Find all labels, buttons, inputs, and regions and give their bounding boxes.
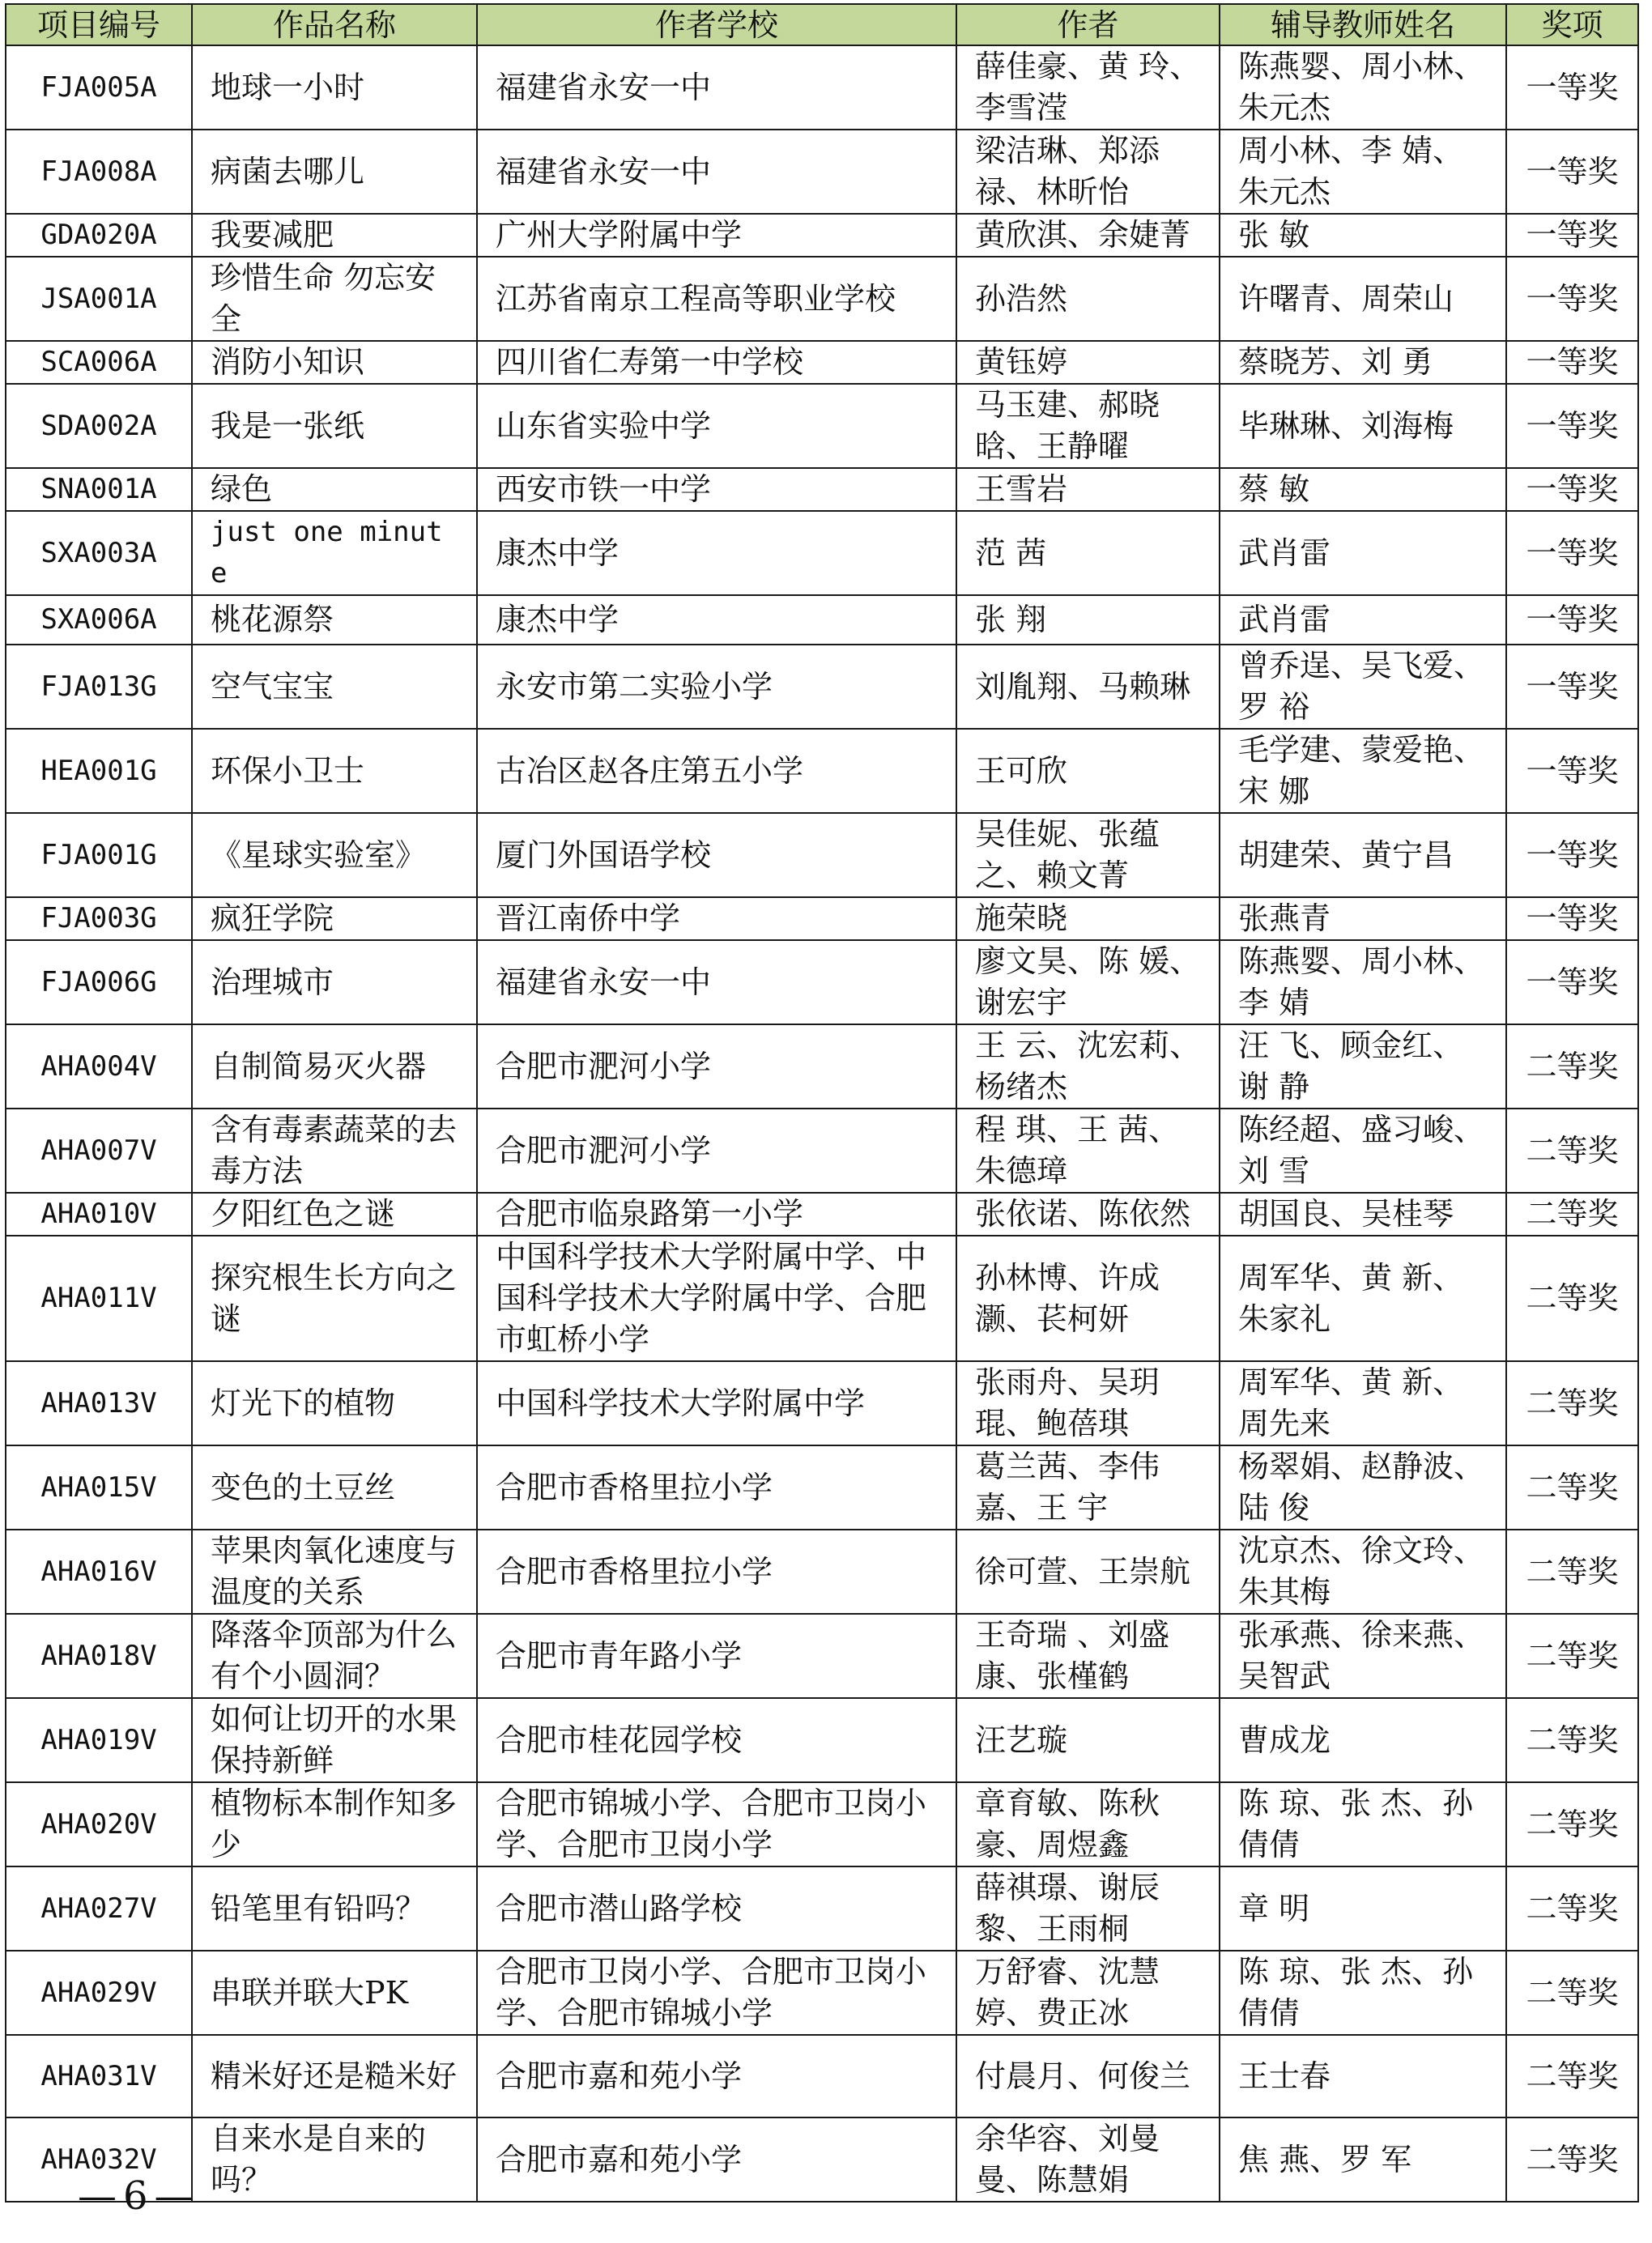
cell-school: 合肥市潜山路学校 — [477, 1866, 956, 1951]
cell-title: 珍惜生命 勿忘安全 — [192, 257, 477, 341]
awards-table — [5, 3, 1639, 2203]
cell-title: 降落伞顶部为什么有个小圆洞？ — [192, 1614, 477, 1698]
table-row — [6, 1530, 1638, 1614]
cell-title: 自来水是自来的吗？ — [192, 2117, 477, 2202]
cell-code: AHA029V — [6, 1951, 192, 2035]
cell-authors: 余华容、刘曼曼、陈慧娟 — [956, 2117, 1220, 2202]
cell-code: GDA020A — [6, 214, 192, 257]
cell-school: 合肥市淝河小学 — [477, 1109, 956, 1193]
cell-authors: 马玉建、郝晓晗、王静曜 — [956, 384, 1220, 468]
cell-code: SNA001A — [6, 468, 192, 511]
cell-award: 一等奖 — [1506, 45, 1638, 130]
cell-teachers: 曹成龙 — [1220, 1698, 1506, 1782]
cell-code: FJA003G — [6, 897, 192, 940]
cell-title: 夕阳红色之谜 — [192, 1193, 477, 1236]
cell-title: 变色的土豆丝 — [192, 1445, 477, 1530]
cell-authors: 黄钰婷 — [956, 341, 1220, 384]
cell-title: 我要减肥 — [192, 214, 477, 257]
cell-school: 四川省仁寿第一中学校 — [477, 341, 956, 384]
cell-award: 一等奖 — [1506, 341, 1638, 384]
cell-school: 西安市铁一中学 — [477, 468, 956, 511]
cell-code: FJA013G — [6, 645, 192, 729]
cell-teachers: 曾乔逞、吴飞爱、罗 裕 — [1220, 645, 1506, 729]
cell-code: AHA019V — [6, 1698, 192, 1782]
cell-authors: 孙浩然 — [956, 257, 1220, 341]
cell-title: 探究根生长方向之谜 — [192, 1236, 477, 1361]
cell-code: AHA007V — [6, 1109, 192, 1193]
table-row — [6, 130, 1638, 214]
cell-code: FJA005A — [6, 45, 192, 130]
table-row — [6, 1193, 1638, 1236]
table-row — [6, 214, 1638, 257]
cell-school: 广州大学附属中学 — [477, 214, 956, 257]
cell-award: 一等奖 — [1506, 468, 1638, 511]
cell-title: 含有毒素蔬菜的去毒方法 — [192, 1109, 477, 1193]
table-row — [6, 257, 1638, 341]
table-row — [6, 940, 1638, 1024]
cell-authors: 施荣晓 — [956, 897, 1220, 940]
cell-school: 合肥市卫岗小学、合肥市卫岗小学、合肥市锦城小学 — [477, 1951, 956, 2035]
header-title: 作品名称 — [192, 4, 477, 45]
table-row — [6, 2035, 1638, 2117]
cell-school: 合肥市临泉路第一小学 — [477, 1193, 956, 1236]
cell-award: 二等奖 — [1506, 1109, 1638, 1193]
table-body — [6, 45, 1638, 2202]
cell-school: 康杰中学 — [477, 595, 956, 645]
cell-authors: 王雪岩 — [956, 468, 1220, 511]
cell-code: AHA013V — [6, 1361, 192, 1445]
cell-school: 中国科学技术大学附属中学 — [477, 1361, 956, 1445]
cell-authors: 吴佳妮、张蕴之、赖文菁 — [956, 813, 1220, 897]
cell-award: 一等奖 — [1506, 257, 1638, 341]
cell-title: just one minute — [192, 511, 477, 595]
cell-title: 自制简易灭火器 — [192, 1024, 477, 1109]
cell-award: 一等奖 — [1506, 940, 1638, 1024]
cell-award: 二等奖 — [1506, 1530, 1638, 1614]
cell-code: AHA020V — [6, 1782, 192, 1866]
table-row — [6, 595, 1638, 645]
cell-code: JSA001A — [6, 257, 192, 341]
header-authors: 作者 — [956, 4, 1220, 45]
cell-authors: 付晨月、何俊兰 — [956, 2035, 1220, 2117]
cell-award: 二等奖 — [1506, 1193, 1638, 1236]
header-code: 项目编号 — [6, 4, 192, 45]
cell-title: 串联并联大PK — [192, 1951, 477, 2035]
cell-award: 一等奖 — [1506, 645, 1638, 729]
cell-school: 合肥市锦城小学、合肥市卫岗小学、合肥市卫岗小学 — [477, 1782, 956, 1866]
cell-title: 铅笔里有铅吗？ — [192, 1866, 477, 1951]
cell-authors: 章育敏、陈秋豪、周煜鑫 — [956, 1782, 1220, 1866]
table-row — [6, 897, 1638, 940]
cell-award: 二等奖 — [1506, 2117, 1638, 2202]
cell-award: 二等奖 — [1506, 2035, 1638, 2117]
cell-school: 江苏省南京工程高等职业学校 — [477, 257, 956, 341]
cell-authors: 黄欣淇、余婕菁 — [956, 214, 1220, 257]
cell-school: 合肥市香格里拉小学 — [477, 1530, 956, 1614]
cell-teachers: 胡国良、吴桂琴 — [1220, 1193, 1506, 1236]
table-row — [6, 813, 1638, 897]
cell-teachers: 毕琳琳、刘海梅 — [1220, 384, 1506, 468]
cell-authors: 葛兰茜、李伟嘉、王 宇 — [956, 1445, 1220, 1530]
cell-teachers: 武肖雷 — [1220, 511, 1506, 595]
table-row — [6, 1236, 1638, 1361]
cell-authors: 范 茜 — [956, 511, 1220, 595]
cell-code: AHA015V — [6, 1445, 192, 1530]
cell-authors: 孙林博、许成灏、苌柯妍 — [956, 1236, 1220, 1361]
cell-teachers: 王士春 — [1220, 2035, 1506, 2117]
cell-award: 一等奖 — [1506, 729, 1638, 813]
cell-teachers: 陈燕婴、周小林、朱元杰 — [1220, 45, 1506, 130]
cell-code: HEA001G — [6, 729, 192, 813]
cell-teachers: 周军华、黄 新、朱家礼 — [1220, 1236, 1506, 1361]
table-row — [6, 645, 1638, 729]
cell-school: 山东省实验中学 — [477, 384, 956, 468]
cell-school: 中国科学技术大学附属中学、中国科学技术大学附属中学、合肥市虹桥小学 — [477, 1236, 956, 1361]
cell-award: 二等奖 — [1506, 1782, 1638, 1866]
cell-award: 二等奖 — [1506, 1024, 1638, 1109]
cell-title: 《星球实验室》 — [192, 813, 477, 897]
cell-code: SXA006A — [6, 595, 192, 645]
table-row — [6, 2117, 1638, 2202]
cell-award: 二等奖 — [1506, 1951, 1638, 2035]
cell-code: AHA027V — [6, 1866, 192, 1951]
cell-title: 绿色 — [192, 468, 477, 511]
cell-authors: 汪艺璇 — [956, 1698, 1220, 1782]
cell-school: 晋江南侨中学 — [477, 897, 956, 940]
cell-authors: 程 琪、王 茜、朱德璋 — [956, 1109, 1220, 1193]
cell-school: 合肥市香格里拉小学 — [477, 1445, 956, 1530]
cell-code: AHA031V — [6, 2035, 192, 2117]
header-award: 奖项 — [1506, 4, 1638, 45]
cell-school: 厦门外国语学校 — [477, 813, 956, 897]
cell-title: 精米好还是糙米好 — [192, 2035, 477, 2117]
table-row — [6, 468, 1638, 511]
cell-code: AHA004V — [6, 1024, 192, 1109]
cell-code: AHA032V — [6, 2117, 192, 2202]
cell-teachers: 张 敏 — [1220, 214, 1506, 257]
cell-authors: 廖文昊、陈 媛、谢宏宇 — [956, 940, 1220, 1024]
table-row — [6, 1361, 1638, 1445]
cell-school: 合肥市嘉和苑小学 — [477, 2035, 956, 2117]
cell-title: 疯狂学院 — [192, 897, 477, 940]
cell-school: 福建省永安一中 — [477, 45, 956, 130]
cell-award: 一等奖 — [1506, 384, 1638, 468]
cell-school: 合肥市桂花园学校 — [477, 1698, 956, 1782]
cell-authors: 薛祺璟、谢辰黎、王雨桐 — [956, 1866, 1220, 1951]
cell-award: 一等奖 — [1506, 595, 1638, 645]
cell-award: 二等奖 — [1506, 1866, 1638, 1951]
table-row — [6, 511, 1638, 595]
table-row — [6, 1866, 1638, 1951]
cell-authors: 梁洁琳、郑添禄、林昕怡 — [956, 130, 1220, 214]
cell-code: AHA016V — [6, 1530, 192, 1614]
cell-teachers: 许曙青、周荣山 — [1220, 257, 1506, 341]
table-row — [6, 729, 1638, 813]
table-row — [6, 1698, 1638, 1782]
cell-authors: 王可欣 — [956, 729, 1220, 813]
cell-code: SCA006A — [6, 341, 192, 384]
cell-authors: 万舒睿、沈慧婷、费正冰 — [956, 1951, 1220, 2035]
cell-school: 永安市第二实验小学 — [477, 645, 956, 729]
cell-teachers: 周军华、黄 新、周先来 — [1220, 1361, 1506, 1445]
cell-authors: 张雨舟、吴玥琨、鲍蓓琪 — [956, 1361, 1220, 1445]
cell-school: 福建省永安一中 — [477, 940, 956, 1024]
cell-code: AHA010V — [6, 1193, 192, 1236]
cell-award: 二等奖 — [1506, 1361, 1638, 1445]
cell-teachers: 沈京杰、徐文玲、朱其梅 — [1220, 1530, 1506, 1614]
cell-school: 古冶区赵各庄第五小学 — [477, 729, 956, 813]
cell-code: AHA018V — [6, 1614, 192, 1698]
cell-title: 苹果肉氧化速度与温度的关系 — [192, 1530, 477, 1614]
cell-title: 空气宝宝 — [192, 645, 477, 729]
cell-title: 消防小知识 — [192, 341, 477, 384]
cell-authors: 王 云、沈宏莉、杨绪杰 — [956, 1024, 1220, 1109]
cell-authors: 张 翔 — [956, 595, 1220, 645]
table-row — [6, 1445, 1638, 1530]
table-row — [6, 341, 1638, 384]
cell-authors: 张依诺、陈依然 — [956, 1193, 1220, 1236]
cell-teachers: 武肖雷 — [1220, 595, 1506, 645]
cell-teachers: 杨翠娟、赵静波、陆 俊 — [1220, 1445, 1506, 1530]
cell-award: 二等奖 — [1506, 1445, 1638, 1530]
cell-teachers: 陈经超、盛习峻、刘 雪 — [1220, 1109, 1506, 1193]
header-teachers: 辅导教师姓名 — [1220, 4, 1506, 45]
cell-teachers: 张承燕、徐来燕、吴智武 — [1220, 1614, 1506, 1698]
cell-code: FJA006G — [6, 940, 192, 1024]
cell-award: 二等奖 — [1506, 1236, 1638, 1361]
cell-award: 二等奖 — [1506, 1698, 1638, 1782]
cell-teachers: 陈燕婴、周小林、李 婧 — [1220, 940, 1506, 1024]
table-row — [6, 384, 1638, 468]
cell-award: 一等奖 — [1506, 130, 1638, 214]
cell-title: 植物标本制作知多少 — [192, 1782, 477, 1866]
table-row — [6, 1951, 1638, 2035]
cell-title: 环保小卫士 — [192, 729, 477, 813]
cell-title: 治理城市 — [192, 940, 477, 1024]
cell-teachers: 张燕青 — [1220, 897, 1506, 940]
cell-school: 合肥市淝河小学 — [477, 1024, 956, 1109]
cell-title: 桃花源祭 — [192, 595, 477, 645]
cell-teachers: 焦 燕、罗 军 — [1220, 2117, 1506, 2202]
cell-award: 二等奖 — [1506, 1614, 1638, 1698]
table-header-row — [6, 4, 1638, 45]
cell-code: FJA001G — [6, 813, 192, 897]
cell-teachers: 陈 琼、张 杰、孙倩倩 — [1220, 1951, 1506, 2035]
table-row — [6, 1024, 1638, 1109]
cell-teachers: 蔡 敏 — [1220, 468, 1506, 511]
cell-title: 病菌去哪儿 — [192, 130, 477, 214]
cell-teachers: 胡建荣、黄宁昌 — [1220, 813, 1506, 897]
cell-title: 灯光下的植物 — [192, 1361, 477, 1445]
cell-teachers: 汪 飞、顾金红、谢 静 — [1220, 1024, 1506, 1109]
cell-teachers: 章 明 — [1220, 1866, 1506, 1951]
table-row — [6, 1782, 1638, 1866]
cell-award: 一等奖 — [1506, 511, 1638, 595]
cell-title: 如何让切开的水果保持新鲜 — [192, 1698, 477, 1782]
cell-award: 一等奖 — [1506, 897, 1638, 940]
cell-code: SXA003A — [6, 511, 192, 595]
cell-title: 我是一张纸 — [192, 384, 477, 468]
cell-school: 合肥市嘉和苑小学 — [477, 2117, 956, 2202]
cell-teachers: 蔡晓芳、刘 勇 — [1220, 341, 1506, 384]
table-row — [6, 1109, 1638, 1193]
cell-teachers: 陈 琼、张 杰、孙倩倩 — [1220, 1782, 1506, 1866]
page-number: —6— — [78, 2173, 200, 2219]
cell-authors: 刘胤翔、马赖琳 — [956, 645, 1220, 729]
cell-school: 康杰中学 — [477, 511, 956, 595]
cell-code: FJA008A — [6, 130, 192, 214]
cell-award: 一等奖 — [1506, 214, 1638, 257]
cell-code: AHA011V — [6, 1236, 192, 1361]
table-row — [6, 1614, 1638, 1698]
cell-award: 一等奖 — [1506, 813, 1638, 897]
cell-title: 地球一小时 — [192, 45, 477, 130]
cell-authors: 徐可萱、王崇航 — [956, 1530, 1220, 1614]
header-school: 作者学校 — [477, 4, 956, 45]
cell-school: 福建省永安一中 — [477, 130, 956, 214]
cell-teachers: 周小林、李 婧、朱元杰 — [1220, 130, 1506, 214]
cell-code: SDA002A — [6, 384, 192, 468]
cell-authors: 王奇瑞 、刘盛康、张槿鹤 — [956, 1614, 1220, 1698]
cell-authors: 薛佳豪、黄 玲、李雪滢 — [956, 45, 1220, 130]
cell-teachers: 毛学建、蒙爱艳、宋 娜 — [1220, 729, 1506, 813]
table-row — [6, 45, 1638, 130]
cell-school: 合肥市青年路小学 — [477, 1614, 956, 1698]
